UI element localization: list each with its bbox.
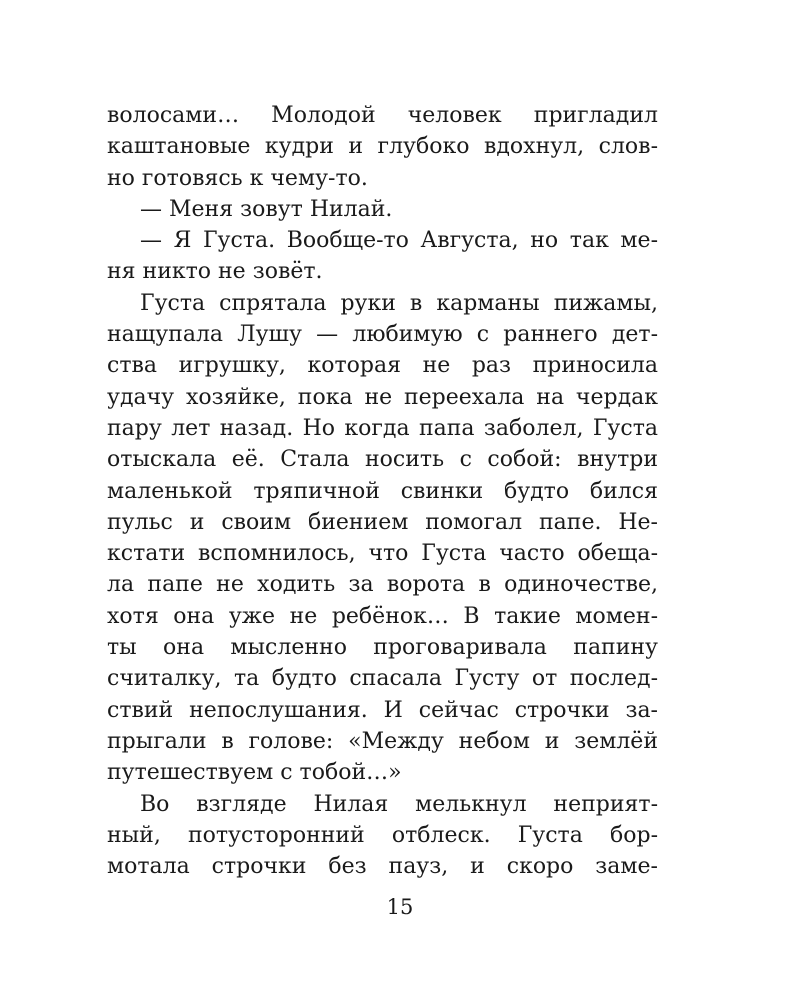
text-line: путешествуем с тобой…» [107,760,402,786]
text-line: удачу хозяйке, пока не переехала на чердак [107,384,658,410]
text-line: но готовясь к чему-то. [107,165,368,191]
text-line: пульс и своим биением помогал папе. Не- [107,509,658,535]
text-line: ты она мысленно проговаривала папину [107,635,658,661]
text-line: Во взгляде Нилая мелькнул неприят- [140,791,658,817]
text-line: маленькой тряпичной свинки будто бился [107,478,658,504]
text-line: волосами… Молодой человек пригладил [107,103,658,128]
text-line: мотала строчки без пауз, и скоро заме- [107,854,658,880]
text-line: пару лет назад. Но когда папа заболел, Густа [107,415,658,441]
text-line: Густа спрятала руки в карманы пижамы, [140,290,658,316]
text-line: ства игрушку, которая не раз приносила [107,353,658,379]
text-line: каштановые кудри и глубоко вдохнул, слов- [107,134,658,160]
text-line: отыскала её. Стала носить с собой: внутри [107,447,658,473]
page-text [107,100,658,882]
text-line: прыгали в голове: «Между небом и землёй [107,728,658,754]
text-line: ствий непослушания. И сейчас строчки за- [107,697,658,723]
text-line: считалку, та будто спасала Густу от послед- [107,666,658,692]
text-line: ный, потусторонний отблеск. Густа бор- [107,822,658,848]
text-line: — Я Густа. Вообще-то Августа, но так ме- [140,228,658,254]
text-line: хотя она уже не ребёнок… В такие момен- [107,603,658,629]
page-number: 15 [386,895,414,919]
text-line: ня никто не зовёт. [107,259,323,285]
text-line: нащупала Лушу — любимую с раннего дет- [107,322,658,348]
text-line: — Меня зовут Нилай. [140,196,393,222]
text-line: кстати вспомнилось, что Густа часто обеща- [107,541,658,567]
text-line: ла папе не ходить за ворота в одиночестве, [107,572,658,598]
